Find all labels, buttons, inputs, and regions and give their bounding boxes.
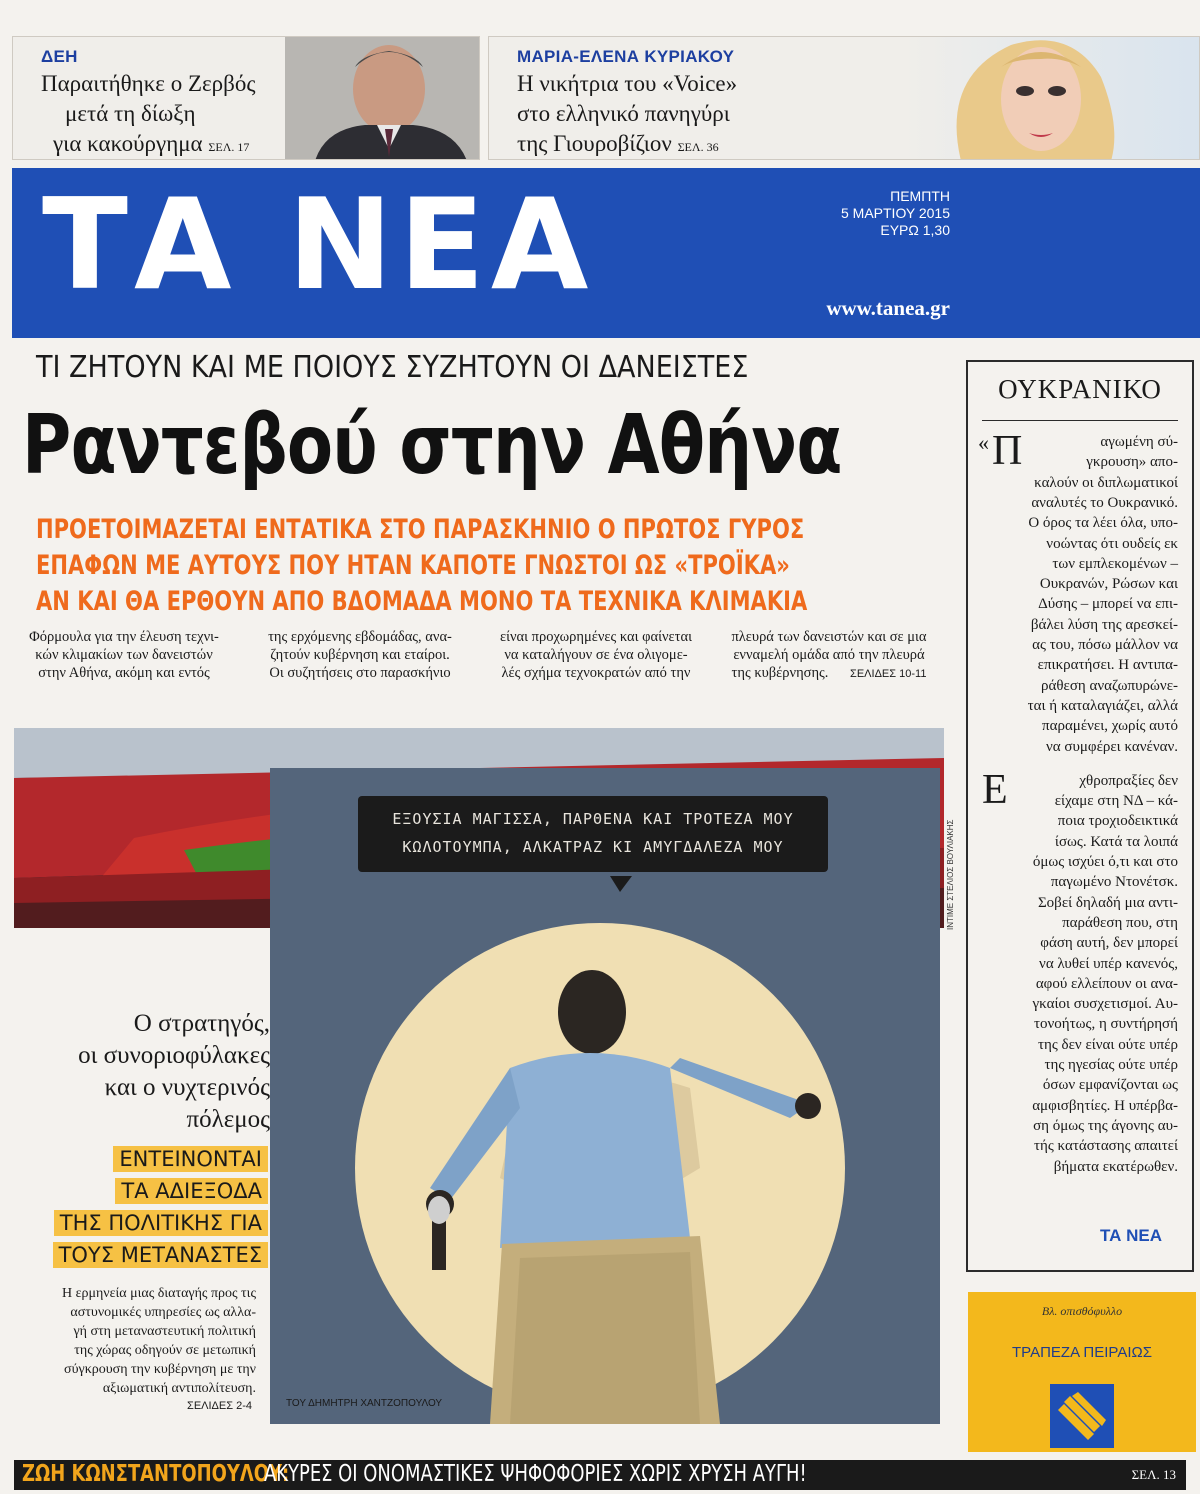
editorial-line: αφού ελλείπουν οι ανα- — [1035, 975, 1178, 992]
ad-note: Βλ. οπισθόφυλλο — [1041, 1304, 1123, 1318]
bank-logo-icon — [1050, 1384, 1114, 1448]
editorial-line: Σοβεί δηλαδή μια αντι- — [1037, 894, 1178, 911]
lead-headline[interactable]: Ραντεβού στην Αθήνα — [22, 398, 842, 493]
editorial-line: γκρουση» απο- — [1086, 454, 1178, 471]
migration-headline-line[interactable]: πόλεμος — [186, 1106, 270, 1133]
photo-credit: INTIME ΣΤΕΛΙΟΣ ΒΟΥΛΙΑΚΗΣ — [946, 819, 955, 930]
website-link[interactable]: www.tanea.gr — [826, 296, 950, 320]
editorial-line: είχαμε στη ΝΔ – κά- — [1054, 793, 1178, 810]
strip-name: ΖΩΗ ΚΩΝΣΤΑΝΤΟΠΟΥΛΟΥ: — [22, 1461, 290, 1487]
editorial-line: όσων εμφανίζονται ως — [1042, 1077, 1178, 1094]
migration-body — [14, 1284, 256, 1398]
editorial-line: παράθεση που, στη — [1062, 914, 1178, 931]
lead-body — [14, 628, 944, 708]
cartoonist-credit: ΤΟΥ ΔΗΜΗΤΡΗ ΧΑΝΤΖΟΠΟΥΛΟΥ — [286, 1398, 443, 1409]
body-line: σύγκρουση την κυβέρνηση με την — [64, 1362, 256, 1377]
editorial-dropcap: Π — [992, 428, 1023, 474]
editorial-line: να λυθεί υπέρ κανενός, — [1039, 955, 1178, 972]
migration-headline-line[interactable]: και ο νυχτερινός — [104, 1074, 270, 1101]
issue-price: ΕΥΡΩ 1,30 — [880, 222, 950, 238]
body-line: αξιωματική αντιπολίτευση. — [102, 1381, 256, 1396]
editorial-line: τονοήτως, η συντήρησή — [1033, 1016, 1178, 1033]
editorial-line: επικρατήσει. Η αντιπα- — [1037, 657, 1178, 674]
editorial-line: ται ή καταλαγιάζει, αλλά — [1027, 697, 1178, 714]
teaser-line: μετά τη δίωξη — [65, 101, 196, 126]
editorial-line: γκαίοι συσχετισμοί. Αυ- — [1032, 996, 1178, 1013]
lead-column — [486, 628, 706, 682]
editorial-line: Δύσης – μπορεί να επι- — [1038, 596, 1178, 613]
editorial-line: τής κατάστασης απαιτεί — [1033, 1138, 1178, 1155]
editorial-signature: ΤΑ ΝΕΑ — [1099, 1226, 1162, 1245]
editorial-line: αγωμένη σύ- — [1100, 434, 1178, 450]
teaser-page-ref: ΣΕΛ. 36 — [677, 140, 719, 154]
teaser-zervos[interactable] — [12, 36, 480, 160]
lead-deck-line: ΠΡΟΕΤΟΙΜΑΖΕΤΑΙ ΕΝΤΑΤΙΚΑ ΣΤΟ ΠΑΡΑΣΚΗΝΙΟ Ο ΠΡΩΤΟΣ ΓΥΡΟΣ — [36, 514, 805, 545]
body-line: λές σχήμα τεχνοκρατών από την — [501, 665, 691, 681]
lead-column — [250, 628, 470, 682]
editorial-line: ίσως. Κατά τα λοιπά — [1054, 833, 1178, 850]
strip-headline: ΑΚΥΡΕΣ ΟΙ ΟΝΟΜΑΣΤΙΚΕΣ ΨΗΦΟΦΟΡΙΕΣ ΧΩΡΙΣ ΧΡΥΣΗ ΑΥΓΗ! — [264, 1461, 807, 1487]
masthead — [12, 168, 1200, 338]
ad-brand: ΤΡΑΠΕΖΑ ΠΕΙΡΑΙΩΣ — [1012, 1344, 1152, 1361]
editorial-line: Ουκρανών, Ρώσων και — [1039, 576, 1178, 593]
teaser-kyriakou[interactable] — [488, 36, 1200, 160]
editorial-line: φάση αυτή, δεν μπορεί — [1040, 935, 1178, 952]
editorial-line: αμφισβητίες. Η υπέρβα- — [1032, 1097, 1178, 1114]
body-line: ζητούν κυβέρνηση και εταίροι. — [270, 647, 450, 663]
bank-advert[interactable] — [968, 1292, 1196, 1452]
editorial-line: παραμένει, χωρίς αυτό — [1042, 718, 1178, 735]
migration-page-ref: ΣΕΛΙΔΕΣ 2-4 — [187, 1400, 252, 1412]
strip-page-ref: ΣΕΛ. 13 — [1131, 1467, 1176, 1482]
teaser-line — [517, 131, 719, 157]
editorial-line: όμως ισχύει ό,τι και στο — [1032, 854, 1178, 870]
editorial-box — [966, 360, 1194, 1272]
lead-column — [14, 628, 234, 682]
body-line: να καταλήγουν σε ένα ολιγομε- — [504, 647, 688, 663]
body-line: κών κλιμακίων των δανειστών — [35, 647, 213, 663]
editorial-quote-mark: « — [978, 430, 989, 455]
lead-column — [714, 628, 944, 683]
editorial-line: της ηγεσίας ούτε υπέρ — [1044, 1057, 1178, 1073]
editorial-dropcap: Ε — [982, 766, 1008, 813]
teaser-line: Η νικήτρια του «Voice» — [517, 71, 738, 96]
editorial-line: ας του, πόσω μάλλον να — [1032, 637, 1178, 653]
editorial-line: παγωμένο Ντονέτσκ. — [1050, 874, 1178, 891]
migration-tag: ΕΝΤΕΙΝΟΝΤΑΙ — [113, 1146, 268, 1172]
body-line: της χώρας οδηγούν σε μετωπική — [74, 1343, 256, 1358]
body-line — [714, 664, 944, 683]
body-line: ενναμελή ομάδα από την πλευρά — [733, 647, 925, 663]
political-cartoon[interactable] — [270, 768, 940, 1424]
body-line: Οι συζητήσεις στο παρασκήνιο — [269, 665, 451, 681]
editorial-line: αναλυτές το Ουκρανικό. — [1031, 494, 1178, 511]
body-line: της ερχόμενης εβδομάδας, ανα- — [268, 629, 452, 645]
bottom-strip[interactable] — [14, 1460, 1186, 1490]
teaser-line: στο ελληνικό πανηγύρι — [517, 101, 730, 126]
editorial-line: ποια τροχιοδεικτικά — [1057, 813, 1178, 830]
divider — [982, 420, 1178, 421]
teaser-line-text: για κακούργημα — [53, 131, 203, 156]
editorial-line: καλούν οι διπλωματικοί — [1034, 474, 1178, 491]
editorial-line: βήματα εκατέρωθεν. — [1053, 1158, 1178, 1175]
teaser-page-ref: ΣΕΛ. 17 — [208, 140, 250, 154]
teaser-line-text: της Γιουροβίζιον — [517, 131, 672, 156]
speech-line: ΚΩΛΟΤΟΥΜΠΑ, ΑΛΚΑΤΡΑΖ ΚΙ ΑΜΥΓΔΑΛΕΖΑ ΜΟΥ — [402, 838, 784, 856]
body-line: γή στη μεταναστευτική πολιτική — [73, 1324, 256, 1339]
body-line: Η ερμηνεία μιας διαταγής προς τις — [61, 1286, 256, 1301]
editorial-title: ΟΥΚΡΑΝΙΚΟ — [998, 374, 1162, 404]
body-line: είναι προχωρημένες και φαίνεται — [500, 629, 692, 645]
lead-deck-line: ΑΝ ΚΑΙ ΘΑ ΕΡΘΟΥΝ ΑΠΟ ΒΔΟΜΑΔΑ ΜΟΝΟ ΤΑ ΤΕΧΝΙΚΑ ΚΛΙΜΑΚΙΑ — [36, 586, 808, 617]
migration-headline-line[interactable]: Ο στρατηγός, — [133, 1010, 270, 1037]
issue-day: ΠΕΜΠΤΗ — [890, 188, 950, 204]
lead-supra: ΤΙ ΖΗΤΟΥΝ ΚΑΙ ΜΕ ΠΟΙΟΥΣ ΣΥΖΗΤΟΥΝ ΟΙ ΔΑΝΕΙΣΤΕΣ — [36, 350, 749, 385]
lead-deck-line: ΕΠΑΦΩΝ ΜΕ ΑΥΤΟΥΣ ΠΟΥ ΗΤΑΝ ΚΑΠΟΤΕ ΓΝΩΣΤΟΙ ΩΣ «ΤΡΟΪΚΑ» — [36, 550, 790, 581]
migration-tag: ΤΟΥΣ ΜΕΤΑΝΑΣΤΕΣ — [53, 1242, 268, 1268]
teaser-kicker: ΔΕΗ — [41, 47, 78, 66]
lead-page-ref: ΣΕΛΙΔΕΣ 10-11 — [850, 668, 927, 680]
migration-headline-line[interactable]: οι συνοριοφύλακες — [78, 1042, 270, 1069]
teaser-kicker: ΜΑΡΙΑ-ΕΛΕΝΑ ΚΥΡΙΑΚΟΥ — [517, 47, 735, 66]
editorial-line: χθροπραξίες δεν — [1079, 772, 1178, 789]
editorial-line: να συμφέρει κανέναν. — [1045, 738, 1178, 755]
speech-bubble — [358, 796, 828, 872]
kyriakou-photo — [901, 37, 1200, 160]
migration-tag: ΤΗΣ ΠΟΛΙΤΙΚΗΣ ΓΙΑ — [54, 1210, 268, 1236]
editorial-line: των εμπλεκομένων – — [1052, 555, 1178, 572]
body-line: πλευρά των δανειστών και σε μια — [731, 629, 927, 645]
migration-tag: ΤΑ ΑΔΙΕΞΟΔΑ — [115, 1178, 268, 1204]
body-line: αστυνομικές υπηρεσίες ως αλλα- — [70, 1305, 256, 1320]
editorial-line: της δεν είναι ούτε υπέρ — [1037, 1036, 1178, 1053]
editorial-line: Ο όρος τα λέει όλα, υπο- — [1028, 515, 1178, 532]
teaser-line — [53, 131, 249, 157]
masthead-logo[interactable]: ΤΑ ΝΕΑ — [42, 171, 595, 318]
zervos-photo — [285, 37, 480, 160]
body-line: Φόρμουλα για την έλευση τεχνι- — [29, 629, 219, 645]
editorial-line: βάλει λύση της αρεσκεί- — [1030, 616, 1178, 633]
body-line: στην Αθήνα, ακόμη και εντός — [38, 665, 210, 681]
issue-info — [841, 188, 950, 239]
editorial-line: νοώντας ότι ουδείς εκ — [1046, 535, 1178, 552]
speech-line: ΕΞΟΥΣΙΑ ΜΑΓΙΣΣΑ, ΠΑΡΘΕΝΑ ΚΑΙ ΤΡΟΤΕΖΑ ΜΟΥ — [392, 810, 794, 828]
editorial-line: ράθεση αναζωπυρώνε- — [1041, 677, 1178, 694]
teaser-line: Παραιτήθηκε ο Ζερβός — [41, 71, 256, 96]
editorial-line: ση όμως της άγονης αυ- — [1033, 1117, 1178, 1134]
body-line-text: της κυβέρνησης. — [731, 665, 829, 681]
issue-date: 5 ΜΑΡΤΙΟΥ 2015 — [840, 205, 950, 221]
